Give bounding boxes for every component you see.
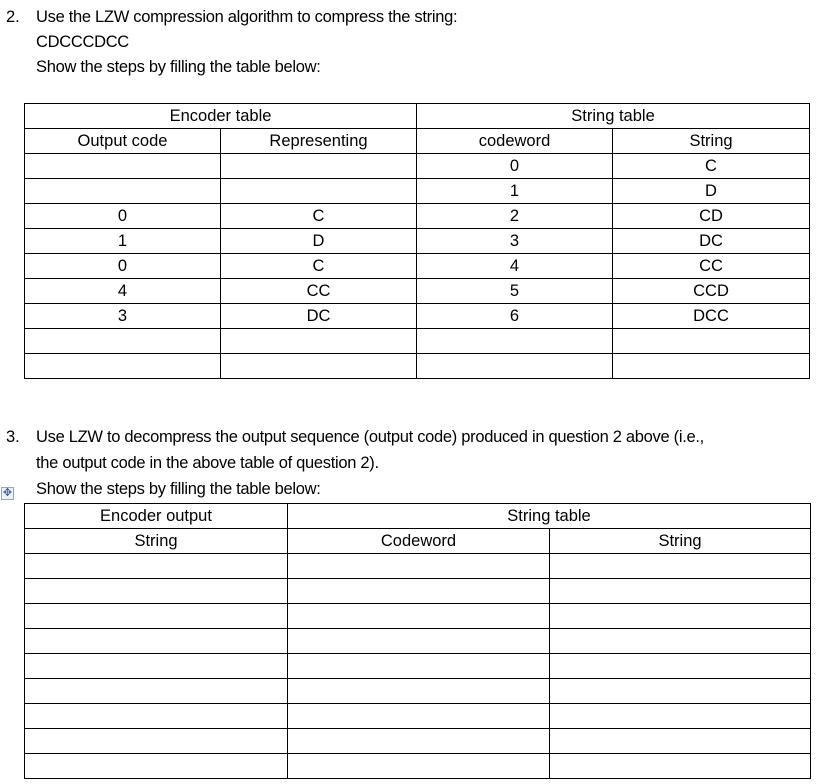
- question-2-number: 2.: [6, 8, 20, 26]
- encoder-table-q2: [24, 103, 810, 379]
- table-row: [25, 154, 810, 179]
- table-cell[interactable]: [25, 154, 221, 179]
- table-cell[interactable]: C: [221, 204, 417, 229]
- header-representing: Representing: [221, 129, 417, 154]
- table-cell[interactable]: [25, 579, 288, 604]
- table-cell[interactable]: [25, 704, 288, 729]
- group-header-row: [25, 104, 810, 129]
- question-2-instruction: Show the steps by filling the table below:: [36, 58, 321, 76]
- table-cell[interactable]: [288, 704, 550, 729]
- header-output-code: Output code: [25, 129, 221, 154]
- move-arrows-icon[interactable]: ✥: [2, 487, 13, 499]
- table-cell[interactable]: [550, 604, 811, 629]
- table-cell[interactable]: [417, 329, 613, 354]
- table-cell[interactable]: 3: [25, 304, 221, 329]
- table-cell[interactable]: 0: [417, 154, 613, 179]
- table-cell[interactable]: C: [613, 154, 810, 179]
- table-cell[interactable]: C: [221, 254, 417, 279]
- table-cell[interactable]: [550, 704, 811, 729]
- table-row: [25, 279, 810, 304]
- column-header-row: [25, 129, 810, 154]
- table-cell[interactable]: DCC: [613, 304, 810, 329]
- table-row: [25, 254, 810, 279]
- table-cell[interactable]: [288, 579, 550, 604]
- table-cell[interactable]: 4: [25, 279, 221, 304]
- table-cell[interactable]: [550, 679, 811, 704]
- table-row: [25, 629, 811, 654]
- table-row: [25, 654, 811, 679]
- table-cell[interactable]: [550, 654, 811, 679]
- table-cell[interactable]: CD: [613, 204, 810, 229]
- table-row: [25, 704, 811, 729]
- string-table-header: String table: [288, 504, 811, 529]
- table-cell[interactable]: 0: [25, 254, 221, 279]
- table-cell[interactable]: 1: [417, 179, 613, 204]
- question-3-text: Use LZW to decompress the output sequence (output code) produced in question 2 above (i.e.,: [36, 428, 704, 446]
- table-cell[interactable]: [221, 354, 417, 379]
- table-cell[interactable]: [550, 554, 811, 579]
- table-cell[interactable]: [288, 679, 550, 704]
- question-3-instruction: Show the steps by filling the table below:: [36, 480, 321, 498]
- table-cell[interactable]: [288, 754, 550, 779]
- table-row: [25, 179, 810, 204]
- encoder-table-header: Encoder table: [25, 104, 417, 129]
- table-cell[interactable]: DC: [613, 229, 810, 254]
- table-cell[interactable]: [550, 629, 811, 654]
- table-cell[interactable]: [288, 629, 550, 654]
- column-header-row: [25, 529, 811, 554]
- header-codeword: codeword: [417, 129, 613, 154]
- table-cell[interactable]: D: [221, 229, 417, 254]
- table-row: [25, 754, 811, 779]
- table-cell[interactable]: [221, 179, 417, 204]
- table-row: [25, 554, 811, 579]
- table-cell[interactable]: DC: [221, 304, 417, 329]
- decoder-table-q3: [24, 503, 811, 779]
- table-cell[interactable]: [288, 729, 550, 754]
- table-cell[interactable]: [288, 554, 550, 579]
- table-cell[interactable]: D: [613, 179, 810, 204]
- table-cell[interactable]: 1: [25, 229, 221, 254]
- table-row: [25, 304, 810, 329]
- group-header-row: [25, 504, 811, 529]
- table-cell[interactable]: [550, 729, 811, 754]
- table-cell[interactable]: [25, 729, 288, 754]
- table-cell[interactable]: [550, 754, 811, 779]
- table-cell[interactable]: CC: [613, 254, 810, 279]
- table-cell[interactable]: 5: [417, 279, 613, 304]
- table-cell[interactable]: [288, 654, 550, 679]
- table-cell[interactable]: [25, 329, 221, 354]
- table-row: [25, 579, 811, 604]
- table-cell[interactable]: [550, 579, 811, 604]
- table-cell[interactable]: [25, 354, 221, 379]
- table-row: [25, 679, 811, 704]
- table-cell[interactable]: [417, 354, 613, 379]
- table-cell[interactable]: [25, 679, 288, 704]
- table-cell[interactable]: CC: [221, 279, 417, 304]
- question-2-string: CDCCCDCC: [36, 33, 129, 51]
- table-row: [25, 204, 810, 229]
- table-cell[interactable]: [221, 329, 417, 354]
- table-cell[interactable]: [25, 604, 288, 629]
- table-cell[interactable]: [25, 754, 288, 779]
- table-cell[interactable]: 3: [417, 229, 613, 254]
- table-row: [25, 329, 810, 354]
- table-cell[interactable]: CCD: [613, 279, 810, 304]
- table-cell[interactable]: 4: [417, 254, 613, 279]
- question-2-text: Use the LZW compression algorithm to compress the string:: [36, 8, 458, 26]
- table-cell[interactable]: [613, 329, 810, 354]
- table-cell[interactable]: 6: [417, 304, 613, 329]
- table-cell[interactable]: 2: [417, 204, 613, 229]
- encoder-output-header: Encoder output: [25, 504, 288, 529]
- string-table-header: String table: [417, 104, 810, 129]
- table-row: [25, 729, 811, 754]
- question-3-number: 3.: [6, 428, 20, 446]
- table-cell[interactable]: [25, 629, 288, 654]
- header-string: String: [613, 129, 810, 154]
- table-cell[interactable]: [613, 354, 810, 379]
- table-row: [25, 354, 810, 379]
- table-row: [25, 229, 810, 254]
- question-3-text-cont: the output code in the above table of question 2).: [36, 454, 379, 472]
- table-cell[interactable]: [25, 554, 288, 579]
- table-cell[interactable]: [25, 179, 221, 204]
- header-string: String: [25, 529, 288, 554]
- header-codeword: Codeword: [288, 529, 550, 554]
- table-cell[interactable]: [25, 654, 288, 679]
- table-cell[interactable]: [221, 154, 417, 179]
- header-string-2: String: [550, 529, 811, 554]
- table-row: [25, 604, 811, 629]
- table-cell[interactable]: 0: [25, 204, 221, 229]
- table-cell[interactable]: [288, 604, 550, 629]
